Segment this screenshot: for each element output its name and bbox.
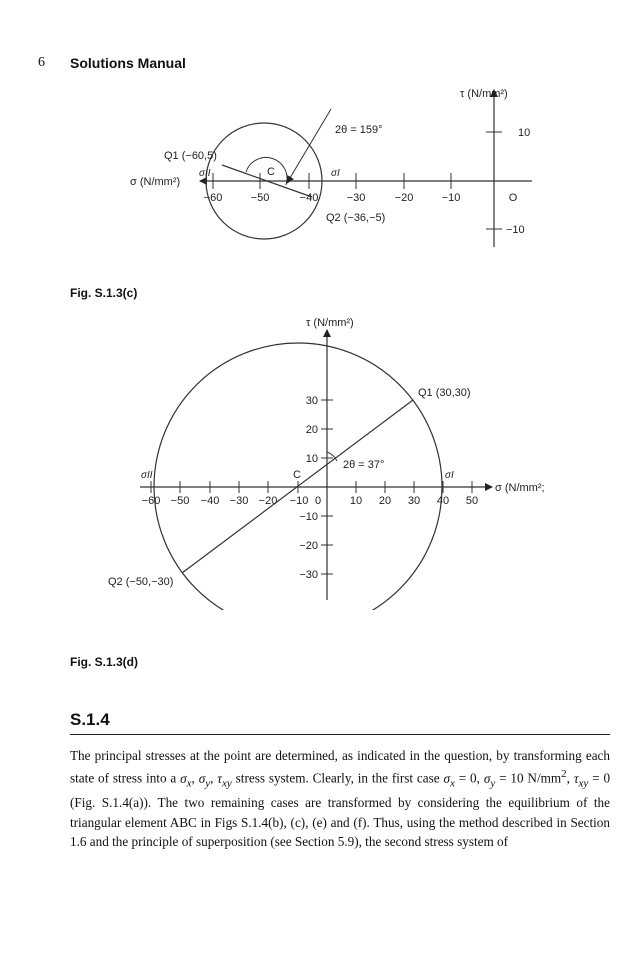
sigma-ii-label: σII: [141, 470, 153, 481]
paragraph-part-3: (Fig. S.1.4(a)). The two remaining cases are transformed by considering the equilibrium of the triangular element ABC in Figs S.1.4(b), (c), (e) and (f). Thus, using the method described in Section 1.6 and the principle of superposition (see Section 5.9), the second stress system of: [70, 795, 610, 849]
x-tick-label: −10: [441, 192, 461, 204]
x-tick-labels-d: [142, 495, 478, 507]
x-tick-label: −50: [170, 495, 190, 507]
y-tick-label: −20: [299, 540, 318, 552]
body-paragraph: The principal stresses at the point are determined, as indicated in the question, by transforming each state of stress into a $\sigma_x$, $\sigma_y$, $\tau_{xy}$ stress system. Clearly, in the first case $\sigma_x = 0$, $\sigma_y = 10$ $N/mm^2$, $\tau_{xy} = 0$ (Fig. S.1.4(a)). The two remaining cases are transformed by considering the equilibrium of the triangular element ABC in Figs S.1.4(b), (c), (e) and (f). Thus, using the method described in Section 1.6 and the principle of superposition (see Section 5.9), the second stress system of: [70, 748, 611, 849]
angle-pointer-c: [287, 109, 331, 183]
x-tick-label: −30: [229, 495, 249, 507]
sigma-axis-label: σ (N/mm²;: [495, 482, 545, 494]
y-tick-label: 10: [518, 127, 531, 139]
section-rule: [70, 734, 610, 735]
section-title: S.1.4: [70, 710, 110, 729]
q1-label: Q1 (−60,5): [164, 150, 217, 162]
q2-label: Q2 (−36,−5): [326, 212, 386, 224]
x-tick-label: −50: [250, 192, 270, 204]
x-tick-label: −10: [289, 495, 309, 507]
x-tick-label: −40: [200, 495, 220, 507]
x-tick-label: 30: [407, 495, 421, 507]
q1-label: Q1 (30,30): [418, 387, 471, 399]
paragraph-part-1: The principal stresses at the point are determined, as indicated in the question, by transforming each state of stress into a: [70, 748, 610, 786]
x-tick-label: 50: [465, 495, 479, 507]
x-tick-label: O: [508, 192, 518, 204]
x-tick-label: 20: [378, 495, 392, 507]
x-tick-label: −20: [394, 192, 414, 204]
figure-caption-d: Fig. S.1.3(d): [70, 655, 139, 669]
x-tick-label: 40: [436, 495, 450, 507]
x-tick-label: −40: [299, 192, 319, 204]
x-tick-label: −20: [258, 495, 278, 507]
figure-caption-c: Fig. S.1.3(c): [70, 286, 138, 300]
y-tick-labels-d: [299, 395, 318, 581]
x-tick-label: −30: [346, 192, 366, 204]
mohr-circle-figure-c: [0, 75, 638, 265]
page-number: 6: [38, 55, 45, 70]
center-label: C: [293, 469, 301, 481]
q2-label: Q2 (−50,−30): [108, 576, 174, 588]
y-tick-label: −30: [299, 569, 318, 581]
y-tick-label: 30: [305, 395, 318, 407]
x-tick-label: −60: [203, 192, 223, 204]
sigma-i-label: σI: [445, 470, 454, 481]
running-title: Solutions Manual: [70, 55, 186, 71]
sigma-i-label: σI: [331, 168, 340, 179]
sigma-axis-label: σ (N/mm²): [130, 176, 181, 188]
tau-axis-label: τ (N/mm²): [460, 88, 508, 100]
angle-arc-d: [327, 452, 337, 461]
center-label: C: [267, 166, 275, 178]
tau-axis-label: τ (N/mm²): [306, 317, 354, 329]
y-tick-label: 10: [305, 453, 318, 465]
angle-label: 2θ = 159°: [335, 124, 383, 136]
mohr-circle-figure-d: [0, 310, 638, 610]
sigma-ii-label: σII: [199, 168, 211, 179]
angle-label: 2θ = 37°: [343, 459, 385, 471]
paragraph-part-2: stress system. Clearly, in the first case: [231, 770, 444, 786]
x-tick-labels-c: [204, 192, 518, 204]
x-tick-label: 0: [314, 495, 322, 507]
y-tick-label: −10: [299, 511, 318, 523]
y-tick-label: 20: [305, 424, 318, 436]
x-tick-label: 10: [349, 495, 363, 507]
x-tick-label: −60: [141, 495, 161, 507]
y-tick-label: −10: [506, 224, 525, 236]
